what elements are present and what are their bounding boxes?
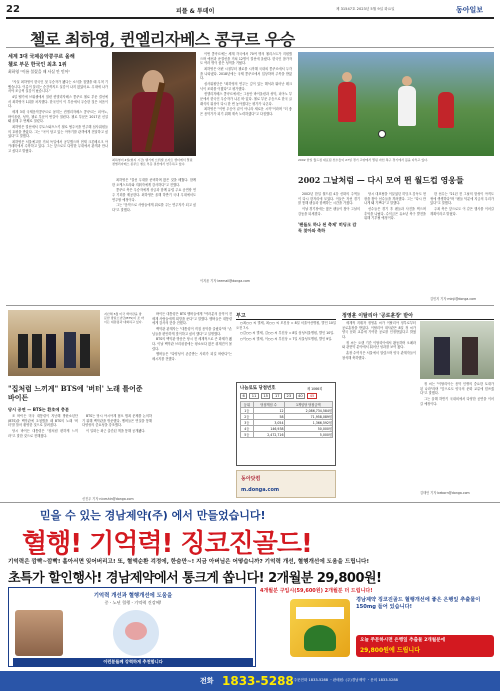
ad-mid-box: [8, 587, 256, 667]
top-story-rule: [6, 47, 494, 48]
bts-byline: 신진우 기자 niceshin@donga.com: [82, 497, 134, 501]
obituary-body: ○최○○ 씨 별세, 최○○ 씨 모친상 = 8일 서울아산병원, 발인 10일 오전 7시. ○김○○ 씨 별세, 김○○ 씨 부친상 = 8일 삼성서울병원, 발인 10일. ○이○○ 씨 별세, 이○○ 씨 부친상 = 7일 서울성모병원, 발인 9일.: [236, 321, 336, 342]
cellist-photo: [112, 52, 196, 156]
lottery-number: 17: [272, 393, 282, 399]
paper-name: 동아일보: [456, 5, 484, 14]
lottery-cell: 12: [253, 408, 284, 414]
lottery-cell: 1등: [241, 408, 254, 414]
soccer-byline: 김민지 기자 minji@donga.com: [430, 297, 477, 301]
notice-rule: [342, 319, 494, 320]
lottery-round: 제 1066회: [307, 387, 323, 391]
header-rule: [6, 17, 494, 19]
soccer-headline: 2002 그날처럼 — 다시 모여 뛴 월드컵 영웅들: [298, 175, 464, 185]
subhead-2: 첼로 부문 한국인 최초 1위: [8, 62, 67, 68]
lottery-cell: 5,000원: [284, 432, 333, 438]
soccer-col3: 한 선수는 "21년 전 그날의 함성이 아직도 귀에 생생하다"며 "팬들 덕분에 지금의 우리가 있다"고 말했다. 주최 측은 앞으로도 이 같은 행사를 이어갈 계획이라고 밝혔다.: [430, 192, 494, 216]
lottery-number: 40: [296, 393, 306, 399]
lottery-cell: 2등: [241, 414, 254, 420]
ad-product-box-art: [290, 599, 350, 657]
notice-photo: [420, 321, 494, 379]
ad-cta-box: [356, 635, 494, 657]
bts-photo: [8, 310, 100, 376]
lottery-cell: 146,938: [253, 426, 284, 432]
lottery-number: 15: [261, 393, 271, 399]
top-story-byline: 이지윤 기자 leemail@donga.com: [200, 279, 251, 283]
lottery-table: [240, 401, 333, 438]
cellist-photo-caption: 최하영이 4일(현지 시간) 벨기에 브뤼셀 보자르 센터에서 열린 퀸엘리자베스 콩쿠르 첼로 부문 결선에서 연주하고 있다.: [112, 158, 193, 166]
notice-col1: 세계적 지휘자 정영훈 씨가 이탈리아 정부로부터 공로훈장을 받았다. 이탈리아 대사관은 8일 정 씨가 양국 문화 교류에 기여한 공로를 인정받았다고 밝혔다. 정 씨는 오랜 기간 이탈리아에서 활동하며 오페라와 관현악 분야에서 뛰어난 성과를 보여 왔다. 훈장 수여식은 서울에서 열렸으며 양국 관계자들이 참석해 축하했다.: [342, 321, 416, 360]
ad-cta1: 오늘 주문하시면 은행잎 추출물 2개월분에: [360, 638, 446, 643]
bts-col1: 조 바이든 미국 대통령이 지난해 방탄소년단(BTS)을 백악관에 초청했을 때 BTS의 노래 '버터'를 틀어 환영한 것으로 알려졌다. 당시 바이든 대통령은 "집처럼 편하게 느끼라"고 말한 것으로 전해졌다.: [8, 414, 78, 438]
lottery-cell: 4등: [241, 426, 254, 432]
bts-photo-caption: 지난해 5월 미국 백악관을 방문한 방탄소년단(BTS)이 조 바이든 대통령과 대화하고 있다.: [104, 312, 144, 324]
soccer-photo-caption: 2002 한일 월드컵 대표팀 선수들이 27일 경기 고양에서 열린 자선 축구 경기에서 볼을 다투고 있다.: [298, 158, 429, 162]
notice-col2: 정 씨는 "이탈리아는 음악 인생의 중요한 토대가 된 나라"라며 "앞으로도 양국의 문화 교류에 힘쓰겠다"고 말했다. 그는 올해 하반기 국내외에서 다양한 공연을 이어갈 예정이다.: [420, 382, 494, 406]
book-ad: [236, 470, 336, 498]
lottery-cell: 2,472,716: [253, 432, 284, 438]
soccer-photo: [298, 52, 494, 156]
lottery-number: 6: [240, 393, 247, 399]
top-story-subheads: [8, 53, 108, 75]
ad-offer: 4개월분 구입시(59,600원) 2개월분 더 드립니다!: [260, 588, 373, 594]
lottery-header: 1게임당 당첨금액: [284, 402, 333, 408]
notice-headline: 정영훈 이탈리아 '공로훈장' 받아: [342, 313, 414, 319]
soccer-col2: 당시 대표팀을 이끌었던 히딩크 감독도 현장을 찾아 선수들을 격려했다. 그는 "다시 만나게 돼 기쁘다"고 말했다. 선수들은 경기 후 팬들과 사진을 찍으며 추억을 나눴다. 수익금은 유소년 축구 발전을 위해 기부될 예정이다.: [364, 192, 426, 221]
lottery-bonus: 45: [307, 393, 317, 399]
ad-phone-bar: [0, 671, 500, 691]
lottery-number: 11: [249, 393, 259, 399]
lottery-cell: 3등: [241, 420, 254, 426]
notice-byline: 김태언 기자 beborn@donga.com: [420, 491, 470, 495]
bts-headline: "집처럼 느끼게" BTS에 '버터' 노래 틀어준 바이든: [8, 384, 143, 402]
lottery-cell: 50,000원: [284, 426, 333, 432]
soccer-col1: 2002년 한일 월드컵 4강 신화의 주역들이 다시 한자리에 모였다. 이들은 자선 경기를 통해 팬들과 함께하는 시간을 가졌다. 이날 경기장에는 많은 팬들이 찾아 그날의 감동을 되새겼다.: [298, 192, 360, 216]
ad-brain-illustration: [113, 610, 159, 656]
ad-price-line: 초특가 할인행사! 경남제약에서 통크게 쏩니다! 2개월분 29,800원!: [8, 571, 382, 586]
top-story-headline: 첼로 최하영, 퀸엘리자베스 콩쿠르 우승: [30, 30, 295, 49]
lottery-cell: 2,086,734,584원: [284, 408, 333, 414]
mid-rule: [6, 305, 494, 306]
ad-box-title: 기억력 개선과 혈행개선에 도움을: [93, 593, 173, 599]
obituary-rule: [236, 319, 336, 320]
subhead-3: 최하영 "이름 불렸을 때 사실 안 믿어": [8, 69, 71, 74]
masthead: [6, 4, 494, 16]
subhead-1: 세계 3대 국제음악콩쿠르 올해: [8, 54, 75, 60]
lottery-box: [236, 382, 336, 466]
obituary-title: 부고: [236, 313, 246, 319]
ad-footer: ㆍ주문전화 1833-5288 ㆍ판매원: (주)경남제약 ㆍ문의 1833-5288: [290, 678, 398, 682]
ad-top-line: 믿을 수 있는 경남제약(주) 에서 만들었습니다!: [40, 509, 266, 522]
lottery-cell: 58: [253, 414, 284, 420]
ad-man-photo: [15, 610, 63, 656]
top-story-col1: "사실 최하영이 한국인 첫 우승자가 됐다는 소식을 접했을 때 무척 기뻤습니다. 이름이 불리는 순간까지도 실감이 나지 않았어요. 무대에 나가서야 조금씩 실감이 났습니다." 4일 벨기에 브뤼셀에서 열린 퀸엘리자베스 콩쿠르 첼로 부문 결선에서 최하영이 1위를 차지했다. 한국인이 이 부문에서 우승한 것은 처음이다. 세계 3대 국제음악콩쿠르로 꼽히는 퀸엘리자베스 콩쿠르는 피아노, 바이올린, 성악, 첼로 부문이 번갈아 열린다. 첼로 부문은 2017년 신설돼 올해 두 번째로 열렸다. 최하영은 결선에서 루토스와프스키 첼로 협주곡을 연주해 심사위원들의 호평을 받았다. 그는 "곡이 담고 있는 이야기를 관객에게 전달하고 싶었다"고 말했다. 최하영은 서울예고를 거쳐 독일에서 공부했으며 현재 크론베르크 아카데미에서 수학하고 있다. 그는 앞으로도 다양한 무대에서 관객과 만나고 싶다고 밝혔다.: [8, 80, 108, 154]
lottery-header: 당첨게임 수: [253, 402, 284, 408]
ad-phone-number[interactable]: 1833-5288: [222, 674, 294, 688]
top-story-col3: 이번 콩쿠르에는 세계 각국에서 70여 명의 첼리스트가 지원했으며 예선과 준결선을 거쳐 12명이 결선에 올랐다. 한국인 참가자도 여러 명이 좋은 성적을 거뒀다. 최하영은 어린 시절부터 첼로를 시작해 국내외 콩쿠르에서 두각을 나타냈다. 2018년에는 국제 콩쿠르에서 입상하며 주목을 받았다. 심사위원단은 "최하영의 연주는 깊이 있는 해석과 뛰어난 테크닉이 조화를 이뤘다"고 평가했다. 퀸엘리자베스 콩쿠르에서는 그동안 바이올린과 성악, 피아노 부문에서 한국인 우승자가 나온 바 있다. 첼로 부문 우승으로 한국 클래식의 위상이 다시 한 번 높아졌다는 평가가 나온다. 최하영은 "이번 우승이 끝이 아니라 새로운 시작"이라며 "더 좋은 음악가가 되기 위해 계속 노력하겠다"고 다짐했다.: [200, 52, 292, 116]
lottery-cell: 1,366,592원: [284, 420, 333, 426]
ad-hotline-label: 전화: [200, 677, 214, 685]
ad-body: 기억력은 깜빡~깜빡! 홀아서면 잊어버리고! 또, 혈액순환 걱정에, 한숨만~! 지금 아버님은 어떻습니까? 기억력 개선, 혈행개선에 도움을 드립니다!: [8, 559, 370, 565]
ad-area: [0, 502, 500, 691]
lottery-cell: 71,958,089원: [284, 414, 333, 420]
bts-col2: BTS는 당시 아시아계 혐오 범죄 문제를 논의하기 위해 백악관을 방문했다. 멤버들은 연설을 통해 다양성의 중요성을 강조했다. 이 일화는 최근 출간된 책을 통해 공개됐다.: [82, 414, 152, 433]
lottery-number: 23: [284, 393, 294, 399]
bts-subhead: 당시 공연 — BTS는 환호에 충분: [8, 407, 69, 412]
ad-warning: 이런분들께 강력하게 추천합니다: [13, 658, 253, 666]
ad-box: [260, 587, 494, 667]
ad-headline: 혈행! 기억력! 징코진골드!: [22, 529, 312, 559]
ad-product-title: 경남제약 징코진골드 혈행개선에 좋은 은행잎 추출물이 150mg 들어 있습니다!: [356, 597, 481, 610]
lottery-cell: 3,054: [253, 420, 284, 426]
lottery-numbers: [240, 393, 317, 399]
ad-cta2: 29,800원에 드립니다: [360, 647, 421, 654]
lottery-cell: 5등: [241, 432, 254, 438]
lottery-title: 나눔로또 당첨번호: [240, 386, 276, 391]
book-ad-title: 동아닷컴: [241, 476, 261, 482]
lottery-header: 등위: [241, 402, 254, 408]
top-story-col2: 최하영은 "결선 무대를 준비하며 많은 것을 배웠다. 함께한 오케스트라와 지휘자에게 감사하다"고 전했다. 콩쿠르 측은 우승자에게 상금과 함께 유럽 주요 공연장 연주 기회를 제공한다. 최하영은 올해 하반기 국내 무대에서도 연주할 예정이다. 그는 "음악으로 사람들에게 위로를 주는 연주자가 되고 싶다"고 말했다.: [112, 178, 196, 212]
book-ad-url[interactable]: m.donga.com: [241, 487, 280, 493]
section-title: 피플 & 투데이: [176, 8, 215, 15]
ad-box-sub: 중ㆍ노년 혈행ㆍ기억력 건강에!: [104, 600, 162, 605]
page-number: 22: [6, 4, 20, 15]
issue-date: 제 31547호 2023년 5월 9일 화요일: [336, 7, 395, 11]
soccer-subhead: '팬들도 하나 된 축제' 히딩크 감독 찾아와 축하: [298, 222, 357, 233]
bts-col3: 바이든 대통령은 BTS 멤버들에게 "여러분의 음악이 전 세계 사람들에게 희망을 준다"고 말했다. 멤버들은 대통령에게 감사의 뜻을 전했다. 백악관 관계자는 "대통령이 직접 음악을 골랐다"며 "손님들을 편안하게 맞이하고 싶어 했다"고 설명했다. BTS의 백악관 방문은 당시 전 세계적으로 큰 화제가 됐다. 이날 백악관 브리핑룸에는 평소보다 많은 취재진이 몰렸다. 멤버들은 "다양성이 존중받는 사회가 되길 바란다"는 메시지를 전했다.: [152, 312, 232, 361]
